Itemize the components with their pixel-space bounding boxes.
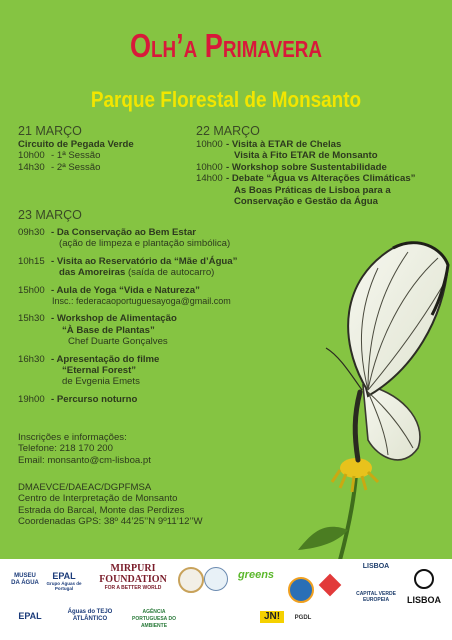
epal-bottom-logo: EPAL	[18, 611, 42, 621]
time: 14h00	[196, 173, 223, 185]
event-title: - Workshop sobre Sustentabilidade	[226, 161, 387, 173]
contact-block	[18, 432, 218, 466]
stem-leaf	[298, 527, 348, 550]
time: 09h30	[18, 227, 45, 238]
event-title-cont: “Eternal Forest”	[62, 365, 137, 377]
event-title-cont: Conservação e Gestão da Água	[234, 196, 378, 208]
event-title-cont: das Amoreiras	[59, 267, 126, 279]
poster-subtitle: Parque Florestal de Monsanto	[90, 87, 362, 112]
lisboa-cap-name: LISBOA	[362, 563, 390, 570]
time: 10h15	[18, 255, 45, 267]
mirpuri-sub: FOR A BETTER WORLD	[104, 585, 162, 591]
day-22-event-3	[196, 173, 441, 184]
location-place: Centro de Interpretação de Monsanto	[18, 493, 178, 505]
session-text: - 1ª Sessão	[51, 150, 101, 162]
event-title: - Debate “Água vs Alterações Climáticas”	[226, 173, 416, 185]
time: 10h00	[196, 139, 223, 150]
time: 16h30	[18, 353, 45, 365]
day-23-date: 23 MARÇO	[18, 208, 82, 222]
lisboa-logo	[404, 569, 444, 606]
event-title: - Aula de Yoga “Vida e Natureza”	[51, 284, 200, 296]
time: 14h30	[18, 161, 45, 173]
day-21-event: Circuito de Pegada Verde	[18, 139, 134, 150]
round-emblem-logo	[178, 567, 204, 593]
epal-top-logo	[44, 571, 84, 591]
event-title: - Percurso noturno	[51, 393, 138, 405]
day-21-session-1	[18, 150, 188, 161]
contact-phone: Telefone: 218 170 200	[18, 443, 113, 455]
lisboa-capital-verde-logo	[350, 563, 402, 603]
event-title-cont: Visita à Fito ETAR de Monsanto	[234, 150, 378, 162]
butterfly-on-flower-image	[228, 220, 452, 560]
heart-logo	[319, 574, 342, 597]
event-title: - Visita à ETAR de Chelas	[226, 139, 342, 150]
location-org: DMAEVCE/DAEAC/DGPFMSA	[18, 482, 152, 493]
lisboa-cap-sub: CAPITAL VERDE EUROPEIA	[356, 591, 396, 603]
greens-logo: greens	[237, 569, 275, 581]
time: 10h00	[18, 150, 45, 162]
day-21-date: 21 MARÇO	[18, 124, 82, 138]
event-title: - Workshop de Alimentação	[51, 313, 177, 325]
apa-logo: AGÊNCIA PORTUGUESA DO AMBIENTE	[132, 609, 176, 629]
event-note: Insc.: federacaoportuguesayoga@gmail.com	[52, 296, 231, 307]
lisboa-name: LISBOA	[406, 595, 441, 605]
event-title-cont: As Boas Práticas de Lisboa para a	[234, 184, 391, 196]
event-note: Chef Duarte Gonçalves	[68, 336, 168, 348]
event-title-cont: “À Base de Plantas”	[62, 324, 155, 336]
aguas-tejo-logo: Águas do TEJO ATLÂNTICO	[67, 609, 113, 622]
museu-agua-logo: MUSEU DA ÁGUA	[11, 573, 39, 586]
location-block	[18, 482, 238, 528]
event-title: - Apresentação do filme	[51, 353, 160, 365]
session-text: - 2ª Sessão	[51, 161, 101, 173]
mirpuri-logo	[92, 563, 174, 591]
time: 15h00	[18, 284, 45, 296]
time: 10h00	[196, 161, 223, 173]
poster-title: Olh’a Primavera	[129, 27, 323, 64]
butterfly-body	[355, 392, 360, 460]
epal-top-name: EPAL	[52, 571, 76, 581]
time: 15h30	[18, 313, 45, 325]
day-21-session-2	[18, 162, 188, 173]
event-note: de Evgenia Emets	[62, 376, 140, 388]
jnt-logo: JN!	[260, 611, 284, 623]
day-22-date: 22 MARÇO	[196, 124, 260, 138]
event-title: - Da Conservação ao Bem Estar	[51, 227, 197, 238]
day-21-block	[18, 124, 188, 173]
event-note: (ação de limpeza e plantação simbólica)	[59, 238, 231, 250]
hind-wing	[363, 385, 420, 460]
event-note: (saída de autocarro)	[127, 267, 215, 279]
contact-heading: Inscrições e informações:	[18, 432, 127, 443]
pgdl-logo: PGDL	[294, 615, 312, 621]
lotus-emblem-logo	[204, 567, 228, 591]
location-gps: Coordenadas GPS: 38º 44’25’’N 9º11’12’’W	[18, 516, 203, 528]
globe-logo	[288, 577, 314, 603]
day-22-event-2	[196, 162, 441, 173]
time: 19h00	[18, 393, 45, 405]
day-22-event-1	[196, 139, 441, 150]
day-22-block	[196, 124, 441, 207]
location-road: Estrada do Barcal, Monte das Perdizes	[18, 504, 185, 516]
sponsors-bar	[0, 559, 452, 640]
event-title: - Visita ao Reservatório da “Mãe d’Água”	[51, 255, 238, 267]
lisboa-crest-icon	[414, 569, 434, 589]
mirpuri-name: MIRPURI FOUNDATION	[99, 563, 167, 585]
contact-email: Email: monsanto@cm-lisboa.pt	[18, 454, 151, 466]
epal-top-sub: Grupo Águas de Portugal	[46, 581, 82, 591]
